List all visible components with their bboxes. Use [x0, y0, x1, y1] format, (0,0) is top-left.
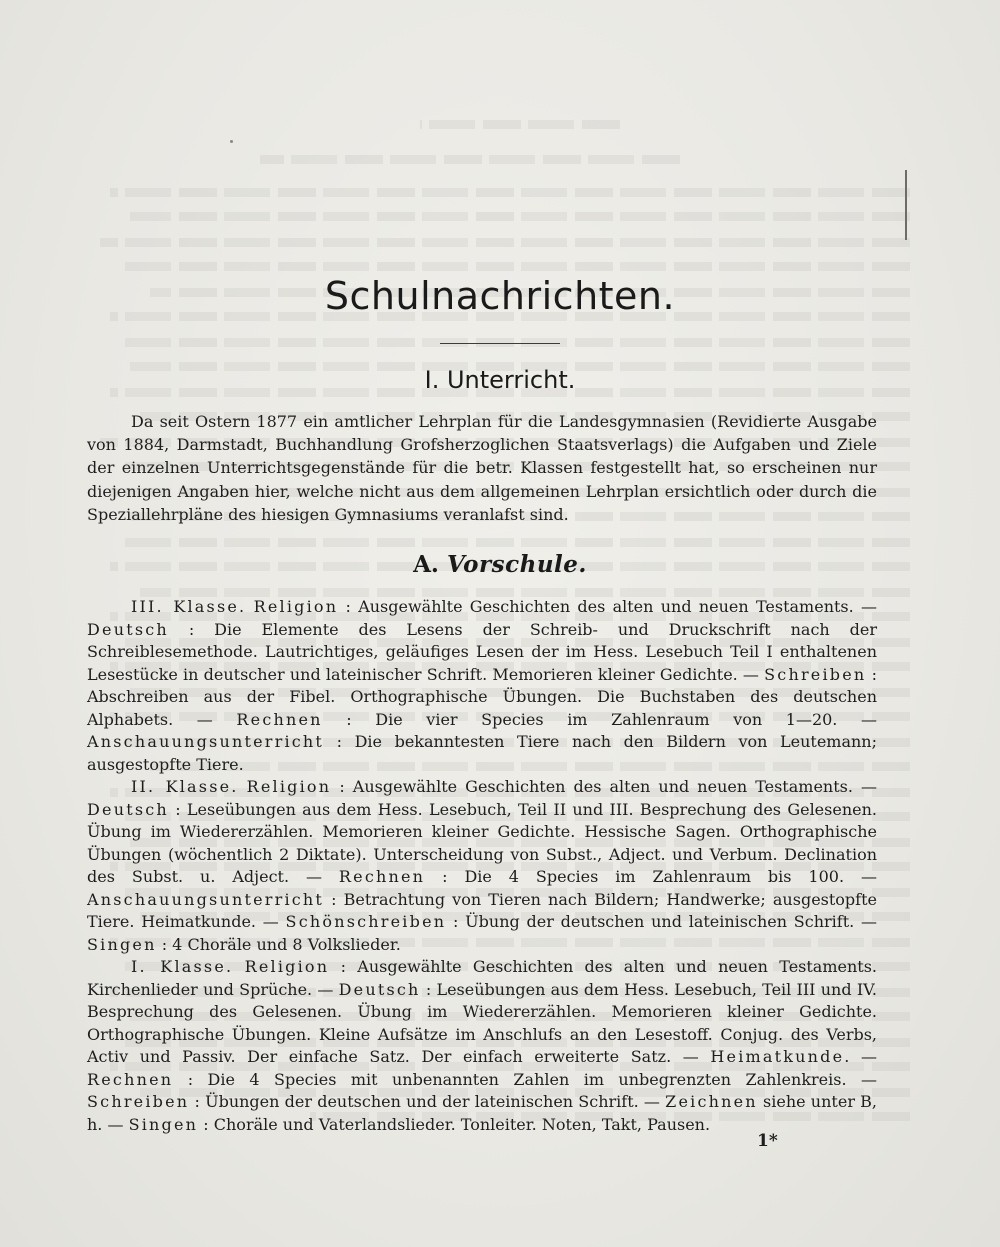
- klasse1-singen-text: : Choräle und Vaterlandslieder. Tonleiter. Noten, Takt, Pausen.: [203, 1114, 711, 1134]
- klasse2-singen-label: Singen: [87, 934, 157, 954]
- klasse1-religion-label: Religion: [244, 957, 330, 976]
- klasse2-deutsch-label: Deutsch: [87, 799, 169, 819]
- klasse1-singen-label: Singen: [128, 1114, 199, 1134]
- klasse2-rechnen-label: Rechnen: [338, 867, 426, 886]
- klasse3-anschauung-label: Anschauungsunterricht: [87, 732, 325, 751]
- klasse1-paragraph: [87, 956, 877, 1136]
- klasse2-religion-text: : Ausgewählte Geschichten des alten und neuen Testaments. —: [339, 777, 877, 796]
- scan-speck: [230, 140, 233, 143]
- sub-heading: [0, 551, 1000, 578]
- sub-heading-word: Vorschule.: [446, 551, 587, 578]
- klasse2-religion-label: Religion: [246, 777, 332, 796]
- klasse1-zeichnen-text: siehe unter B, h. —: [87, 1092, 878, 1134]
- klasse1-deutsch-label: Deutsch: [338, 979, 421, 999]
- intro-text: Da seit Ostern 1877 ein amtlicher Lehrplan für die Landesgymnasien (Revidierte Ausgabe von 1884, Darmstadt, Buchhandlung Grofsherzoglichen Staatsverlags) die Aufgaben und Ziele der einzelnen Unterrichtsgegenstände für die betr. Klassen festgestellt hat, so erscheinen nur diejenigen Angaben hier, welche nicht aus dem allgemeinen Lehrplan ersichtlich oder durch die Speziallehrpläne des hiesigen Gymnasiums veranlafst sind.: [87, 412, 877, 524]
- klasse1-label: I. Klasse.: [131, 957, 234, 976]
- curriculum-body: [87, 596, 877, 1136]
- klasse3-anschauung-text: : Die bekanntesten Tiere nach den Bildern von Leutemann; ausgestopfte Tiere.: [87, 732, 878, 774]
- klasse3-paragraph: [87, 596, 877, 776]
- section-heading: I. Unterricht.: [424, 366, 576, 394]
- klasse2-anschauung-text: : Betrachtung von Tieren nach Bildern; Handwerke; ausgestopfte Tiere. Heimatkunde. —: [87, 889, 877, 931]
- page-number: 1*: [757, 1131, 778, 1151]
- klasse3-rechnen-label: Rechnen: [236, 709, 323, 729]
- klasse1-schreiben-text: : Übungen der deutschen und der lateinischen Schrift. —: [194, 1092, 660, 1111]
- klasse3-religion-label: Religion: [253, 597, 339, 616]
- klasse1-heimatkunde-text: . —: [844, 1047, 877, 1066]
- klasse2-anschauung-label: Anschauungsunterricht: [87, 889, 325, 909]
- page-title: Schulnachrichten.: [324, 274, 676, 318]
- klasse2-label: II. Klasse.: [131, 777, 239, 796]
- klasse2-schoenschreiben-label: Schönschreiben: [285, 912, 447, 931]
- klasse1-deutsch-text: : Leseübungen aus dem Hess. Lesebuch, Teil III und IV. Besprechung des Gelesenen. Übung im Wiedererzählen. Memorieren kleiner Gedichte. Orthographische Übungen. Kleine Aufsätze im Anschlufs an den Lesestoff. Conjug. des Verbs, Activ und Passiv. Der einfache Satz. Der einfach erweiterte Satz. —: [87, 979, 877, 1066]
- klasse2-singen-text: : 4 Choräle und 8 Volkslieder.: [161, 934, 401, 954]
- klasse2-paragraph: [87, 776, 877, 956]
- klasse1-rechnen-text: : Die 4 Species mit unbenannten Zahlen im unbegrenzten Zahlenkreis. —: [187, 1069, 877, 1089]
- klasse3-deutsch-text: : Die Elemente des Lesens der Schreib- und Druckschrift nach der Schreiblesemethode. Lautrichtiges, geläufiges Lesen der im Hess. Lesebuch Teil I enthaltenen Lesestücke in deutscher und lateinischer Schrift. Memorieren kleiner Gedichte. —: [87, 619, 877, 684]
- intro-paragraph: [87, 410, 877, 526]
- klasse1-schreiben-label: Schreiben: [87, 1092, 190, 1111]
- scan-edge-mark: [905, 170, 907, 240]
- klasse3-label: III. Klasse.: [131, 597, 247, 616]
- klasse3-schreiben-text: : Abschreiben aus der Fibel. Orthographische Übungen. Die Buchstaben des deutschen Alphabets. —: [87, 664, 877, 729]
- klasse1-religion-text: : Ausgewählte Geschichten des alten und neuen Testaments. Kirchenlieder und Sprüche. —: [87, 957, 878, 999]
- klasse2-deutsch-text: : Leseübungen aus dem Hess. Lesebuch, Teil II und III. Besprechung des Gelesenen. Übung im Wiedererzählen. Memorieren kleiner Gedichte. Hessische Sagen. Orthographische Übungen (wöchentlich 2 Diktate). Unterscheidung von Subst., Adject. und Verbum. Declination des Subst. u. Adject. —: [87, 799, 877, 886]
- klasse1-heimatkunde-label: Heimatkunde: [710, 1047, 845, 1066]
- klasse3-rechnen-text: : Die vier Species im Zahlenraum von 1—20. —: [346, 709, 877, 729]
- klasse1-rechnen-label: Rechnen: [87, 1069, 174, 1089]
- klasse1-zeichnen-label: Zeichnen: [665, 1092, 758, 1111]
- klasse3-deutsch-label: Deutsch: [87, 619, 169, 639]
- klasse2-rechnen-text: : Die 4 Species im Zahlenraum bis 100. —: [442, 867, 877, 886]
- sub-heading-prefix: A.: [413, 551, 439, 578]
- title-divider: [440, 343, 560, 344]
- klasse3-schreiben-label: Schreiben: [764, 664, 867, 684]
- klasse2-schoenschreiben-text: : Übung der deutschen und lateinischen Schrift. —: [453, 912, 877, 931]
- klasse3-religion-text: : Ausgewählte Geschichten des alten und neuen Testaments. —: [345, 597, 877, 616]
